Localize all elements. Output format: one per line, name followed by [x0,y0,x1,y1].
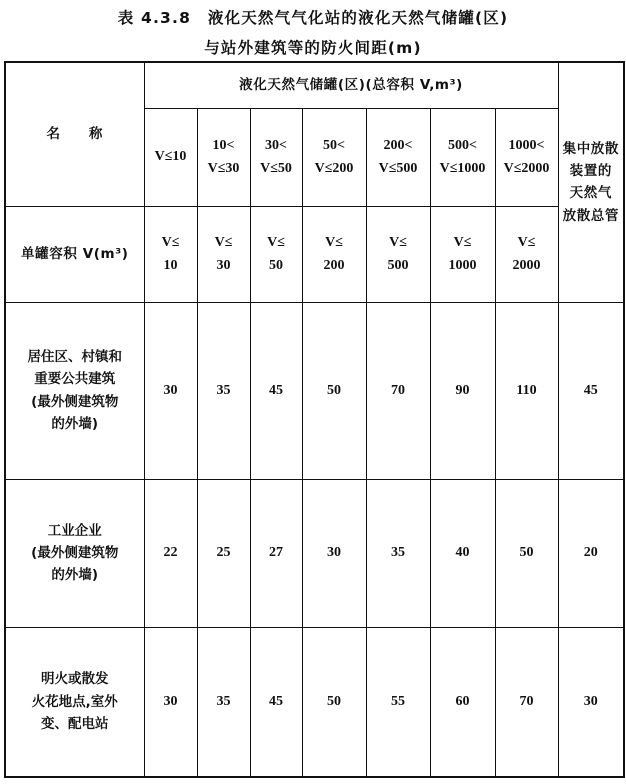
table-title-line-2: 与站外建筑等的防火间距(m) [204,39,422,57]
volume-range-cell [302,108,366,206]
single-tank-cell [250,206,302,302]
distance-cell: 60 [430,627,495,777]
table-row [5,479,624,627]
single-tank-cell [495,206,558,302]
volume-range: V≤10 [154,149,187,165]
distance-cell: 30 [144,627,197,777]
volume-range-cell [430,108,495,206]
single-tank-cell [430,206,495,302]
vent-header-line: 装置的 [569,162,612,179]
row-name-industrial: 工业企业 (最外侧建筑物 的外墙) [5,479,144,627]
single-tank-cell [366,206,430,302]
table-title-line-1: 表 4.3.8 液化天然气气化站的液化天然气储罐(区) [117,9,509,27]
single-tank-value: V≤ 200 [323,234,345,273]
vent-header-line: 天然气 [569,185,612,202]
distance-cell: 25 [197,479,250,627]
distance-cell: 27 [250,479,302,627]
distance-cell: 35 [366,479,430,627]
distance-cell: 30 [302,479,366,627]
distance-cell: 20 [558,479,624,627]
row-name-open-flame: 明火或散发 火花地点,室外 变、配电站 [5,627,144,777]
name-header-cell [5,62,144,206]
table-row [5,627,624,777]
single-tank-cell [197,206,250,302]
volume-range-cell [495,108,558,206]
distance-cell: 45 [250,627,302,777]
volume-range-cell [197,108,250,206]
distance-cell: 55 [366,627,430,777]
distance-cell: 50 [495,479,558,627]
distance-cell: 22 [144,479,197,627]
single-tank-value: V≤ 2000 [512,234,541,273]
distance-cell: 90 [430,302,495,479]
single-tank-label: 单罐容积 V(m³) [5,206,144,302]
distance-cell: 30 [144,302,197,479]
distance-cell: 70 [366,302,430,479]
table-row [5,302,624,479]
single-tank-row [5,206,624,302]
distance-cell: 40 [430,479,495,627]
single-tank-value: V≤ 30 [214,234,233,273]
distance-cell: 30 [558,627,624,777]
distance-cell: 45 [558,302,624,479]
volume-range-cell [366,108,430,206]
volume-range: 10< V≤30 [207,137,240,176]
vent-header-line: 集中放散 [562,140,619,157]
single-tank-cell [144,206,197,302]
single-tank-value: V≤ 10 [161,234,180,273]
volume-range: 500< V≤1000 [439,137,486,176]
distance-cell: 35 [197,302,250,479]
volume-range: 200< V≤500 [378,137,418,176]
single-tank-cell [302,206,366,302]
distance-cell: 50 [302,627,366,777]
fire-distance-table [4,61,625,778]
vent-header-line: 放散总管 [562,207,619,224]
volume-range: 30< V≤50 [260,137,292,176]
distance-cell: 50 [302,302,366,479]
volume-range: 50< V≤200 [314,137,354,176]
single-tank-value: V≤ 1000 [448,234,477,273]
distance-cell: 70 [495,627,558,777]
distance-cell: 45 [250,302,302,479]
single-tank-value: V≤ 500 [387,234,409,273]
vent-header-cell [558,62,624,302]
name-header: 名 称 [46,126,103,143]
distance-cell: 35 [197,627,250,777]
volume-range-cell [250,108,302,206]
tank-group-header: 液化天然气储罐(区)(总容积 V,m³) [144,62,558,108]
row-name-residential: 居住区、村镇和 重要公共建筑 (最外侧建筑物 的外墙) [5,302,144,479]
volume-range: 1000< V≤2000 [503,137,550,176]
volume-range-cell [144,108,197,206]
distance-cell: 110 [495,302,558,479]
single-tank-value: V≤ 50 [267,234,285,273]
